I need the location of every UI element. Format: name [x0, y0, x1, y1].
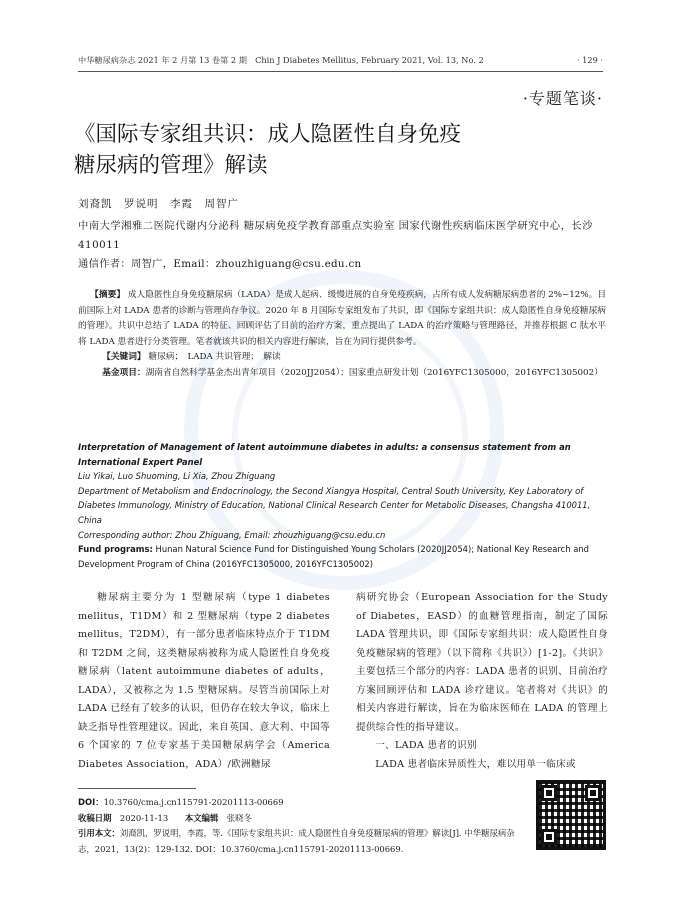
- abstract-chinese: [78, 288, 606, 381]
- doi-label: DOI：: [78, 797, 104, 807]
- title-line-2: 糖尿病的管理》解读: [74, 153, 268, 178]
- qr-code-icon[interactable]: [536, 780, 606, 850]
- dates-line: [78, 811, 530, 827]
- keywords-label: 【关键词】: [102, 352, 146, 362]
- abstract-paragraph: [78, 288, 606, 350]
- received-label: 收稿日期: [78, 812, 112, 823]
- keywords: 糖尿病； LADA 共识管理； 解读: [148, 352, 281, 362]
- body-column-left: [78, 589, 330, 774]
- english-corresponding: Corresponding author: Zhou Zhiguang, Email: zhouzhiguang@csu.edu.cn: [78, 529, 386, 540]
- footer-divider: [78, 788, 196, 789]
- english-title-italic: Management of latent autoimmune diabetes in adults: a consensus statement from an International Expert Panel: [78, 442, 571, 467]
- abstract-text: 成人隐匿性自身免疫糖尿病（LADA）是成人起病、缓慢进展的自身免疫疾病，占所有成人发病糖尿病患者的 2%~12%。目前国际上对 LADA 患者的诊断与管理尚存争议。2020 年 8 月国际专家组发布了共识，即《国际专家组共识：成人隐匿性自身免疫糖尿病的管理》。共识中总结了 LADA 的特征、回顾评估了目前的治疗方案，重点提出了 LADA 的治疗策略与管理路径，并推荐根据 C 肽水平将 LADA 患者进行分类管理。笔者就该共识的相关内容进行解读，旨在为同行提供参考。: [78, 290, 607, 347]
- corresponding-author: 通信作者：周智广，Email：zhouzhiguang@csu.edu.cn: [78, 258, 362, 270]
- english-title: [78, 440, 606, 469]
- english-title-prefix: Interpretation of: [78, 442, 161, 452]
- running-head: [78, 55, 603, 69]
- header-divider: [78, 71, 603, 72]
- body-column-right: [356, 589, 608, 774]
- english-authors: Liu Yikai, Luo Shuoming, Li Xia, Zhou Zhiguang: [78, 471, 276, 482]
- cite-label: 引用本文：: [78, 828, 120, 838]
- abstract-label: 【摘要】: [90, 290, 126, 300]
- fund-label: 基金项目：: [102, 367, 146, 378]
- article-footer: [78, 795, 530, 857]
- english-fund: [78, 542, 606, 571]
- fund-text: 湖南省自然科学基金杰出青年项目（2020JJ2054）；国家重点研发计划（2016YFC1305000，2016YFC1305002）: [145, 367, 603, 378]
- section-heading: 一、LADA 患者的识别: [375, 740, 477, 751]
- citation-line: [78, 826, 530, 857]
- page-number: · 129 ·: [576, 55, 603, 65]
- title-line-1: 《国际专家组共识：成人隐匿性自身免疫: [74, 122, 462, 147]
- affiliation: 中南大学湘雅二医院代谢内分泌科 糖尿病免疫学教育部重点实验室 国家代谢性疾病临床医学研究中心，长沙 410011: [78, 220, 593, 251]
- body-paragraph-cont: 病研究协会（European Association for the Study of Diabetes，EASD）的血糖管理指南，制定了国际 LADA 管理共识，即《国际专家组共识：成人隐匿性自身免疫糖尿病的管理》（以下简称《共识》）[1-2]。《共识》主要包括三个部分的内容：LADA 患者的识别、目前治疗方案回顾评估和 LADA 诊疗建议。笔者将对《共识》的相关内容进行解读，旨在为临床医师在 LADA 的管理上提供综合性的指导建议。: [356, 592, 608, 733]
- english-fund-label: Fund programs:: [78, 544, 153, 555]
- qr-finder-pattern: [585, 785, 601, 801]
- authors: 刘裔凯 罗说明 李霞 周智广: [78, 198, 239, 210]
- doi-line: [78, 795, 530, 811]
- journal-citation-header: 中华糖尿病杂志 2021 年 2 月第 13 卷第 2 期 Chin J Diabetes Mellitus, February 2021, Vol. 13, No. 2: [78, 55, 484, 65]
- editor-label: 本文编辑: [184, 812, 219, 823]
- qr-finder-pattern: [541, 829, 557, 845]
- qr-finder-pattern: [541, 785, 557, 801]
- fund-line: [78, 366, 606, 382]
- received-date: 2020-11-13: [119, 812, 169, 823]
- abstract-english: [78, 440, 606, 571]
- body-paragraph: 糖尿病主要分为 1 型糖尿病（type 1 diabetes mellitus，T1DM）和 2 型糖尿病（type 2 diabetes mellitus，T2DM），有一部分患者临床特点介于 T1DM 和 T2DM 之间，这类糖尿病被称为成人隐匿性自身免疫糖尿病（latent autoimmune diabetes of adults，LADA），又被称之为 1.5 型糖尿病。尽管当前国际上对 LADA 已经有了较多的认识，但仍存在较大争议，临床上缺乏指导性管理建议。因此，来自英国、意大利、中国等 6 个国家的 7 位专家基于美国糖尿病学会（America Diabetes Association，ADA）/欧洲糖尿: [78, 592, 330, 770]
- english-fund-text: Hunan Natural Science Fund for Distinguished Young Scholars (2020JJ2054); National Key Research and Development Program of China (2016YFC1305000, 2016YFC1305002): [78, 544, 589, 569]
- doi[interactable]: 10.3760/cma.j.cn115791-20201113-00669: [103, 797, 284, 807]
- editor: 张晓冬: [226, 812, 252, 823]
- english-affiliation: Department of Metabolism and Endocrinology, the Second Xiangya Hospital, Central South University, Key Laboratory of Diabetes Immunology, Ministry of Education, National Clinical Research Center for Metabolic Diseases, Changsha 410011, China: [78, 485, 591, 525]
- article-title: [74, 119, 534, 181]
- citation: 刘裔凯，罗说明，李霞，等.《国际专家组共识：成人隐匿性自身免疫糖尿病的管理》解读[J]. 中华糖尿病杂志，2021，13(2)：129-132. DOI：10.3760/cma.j.cn115791-20201113-00669.: [78, 828, 515, 854]
- column-tag: ·专题笔谈·: [522, 89, 603, 108]
- section-text: LADA 患者临床异质性大，难以用单一临床或: [375, 758, 576, 770]
- keywords-line: [78, 350, 606, 366]
